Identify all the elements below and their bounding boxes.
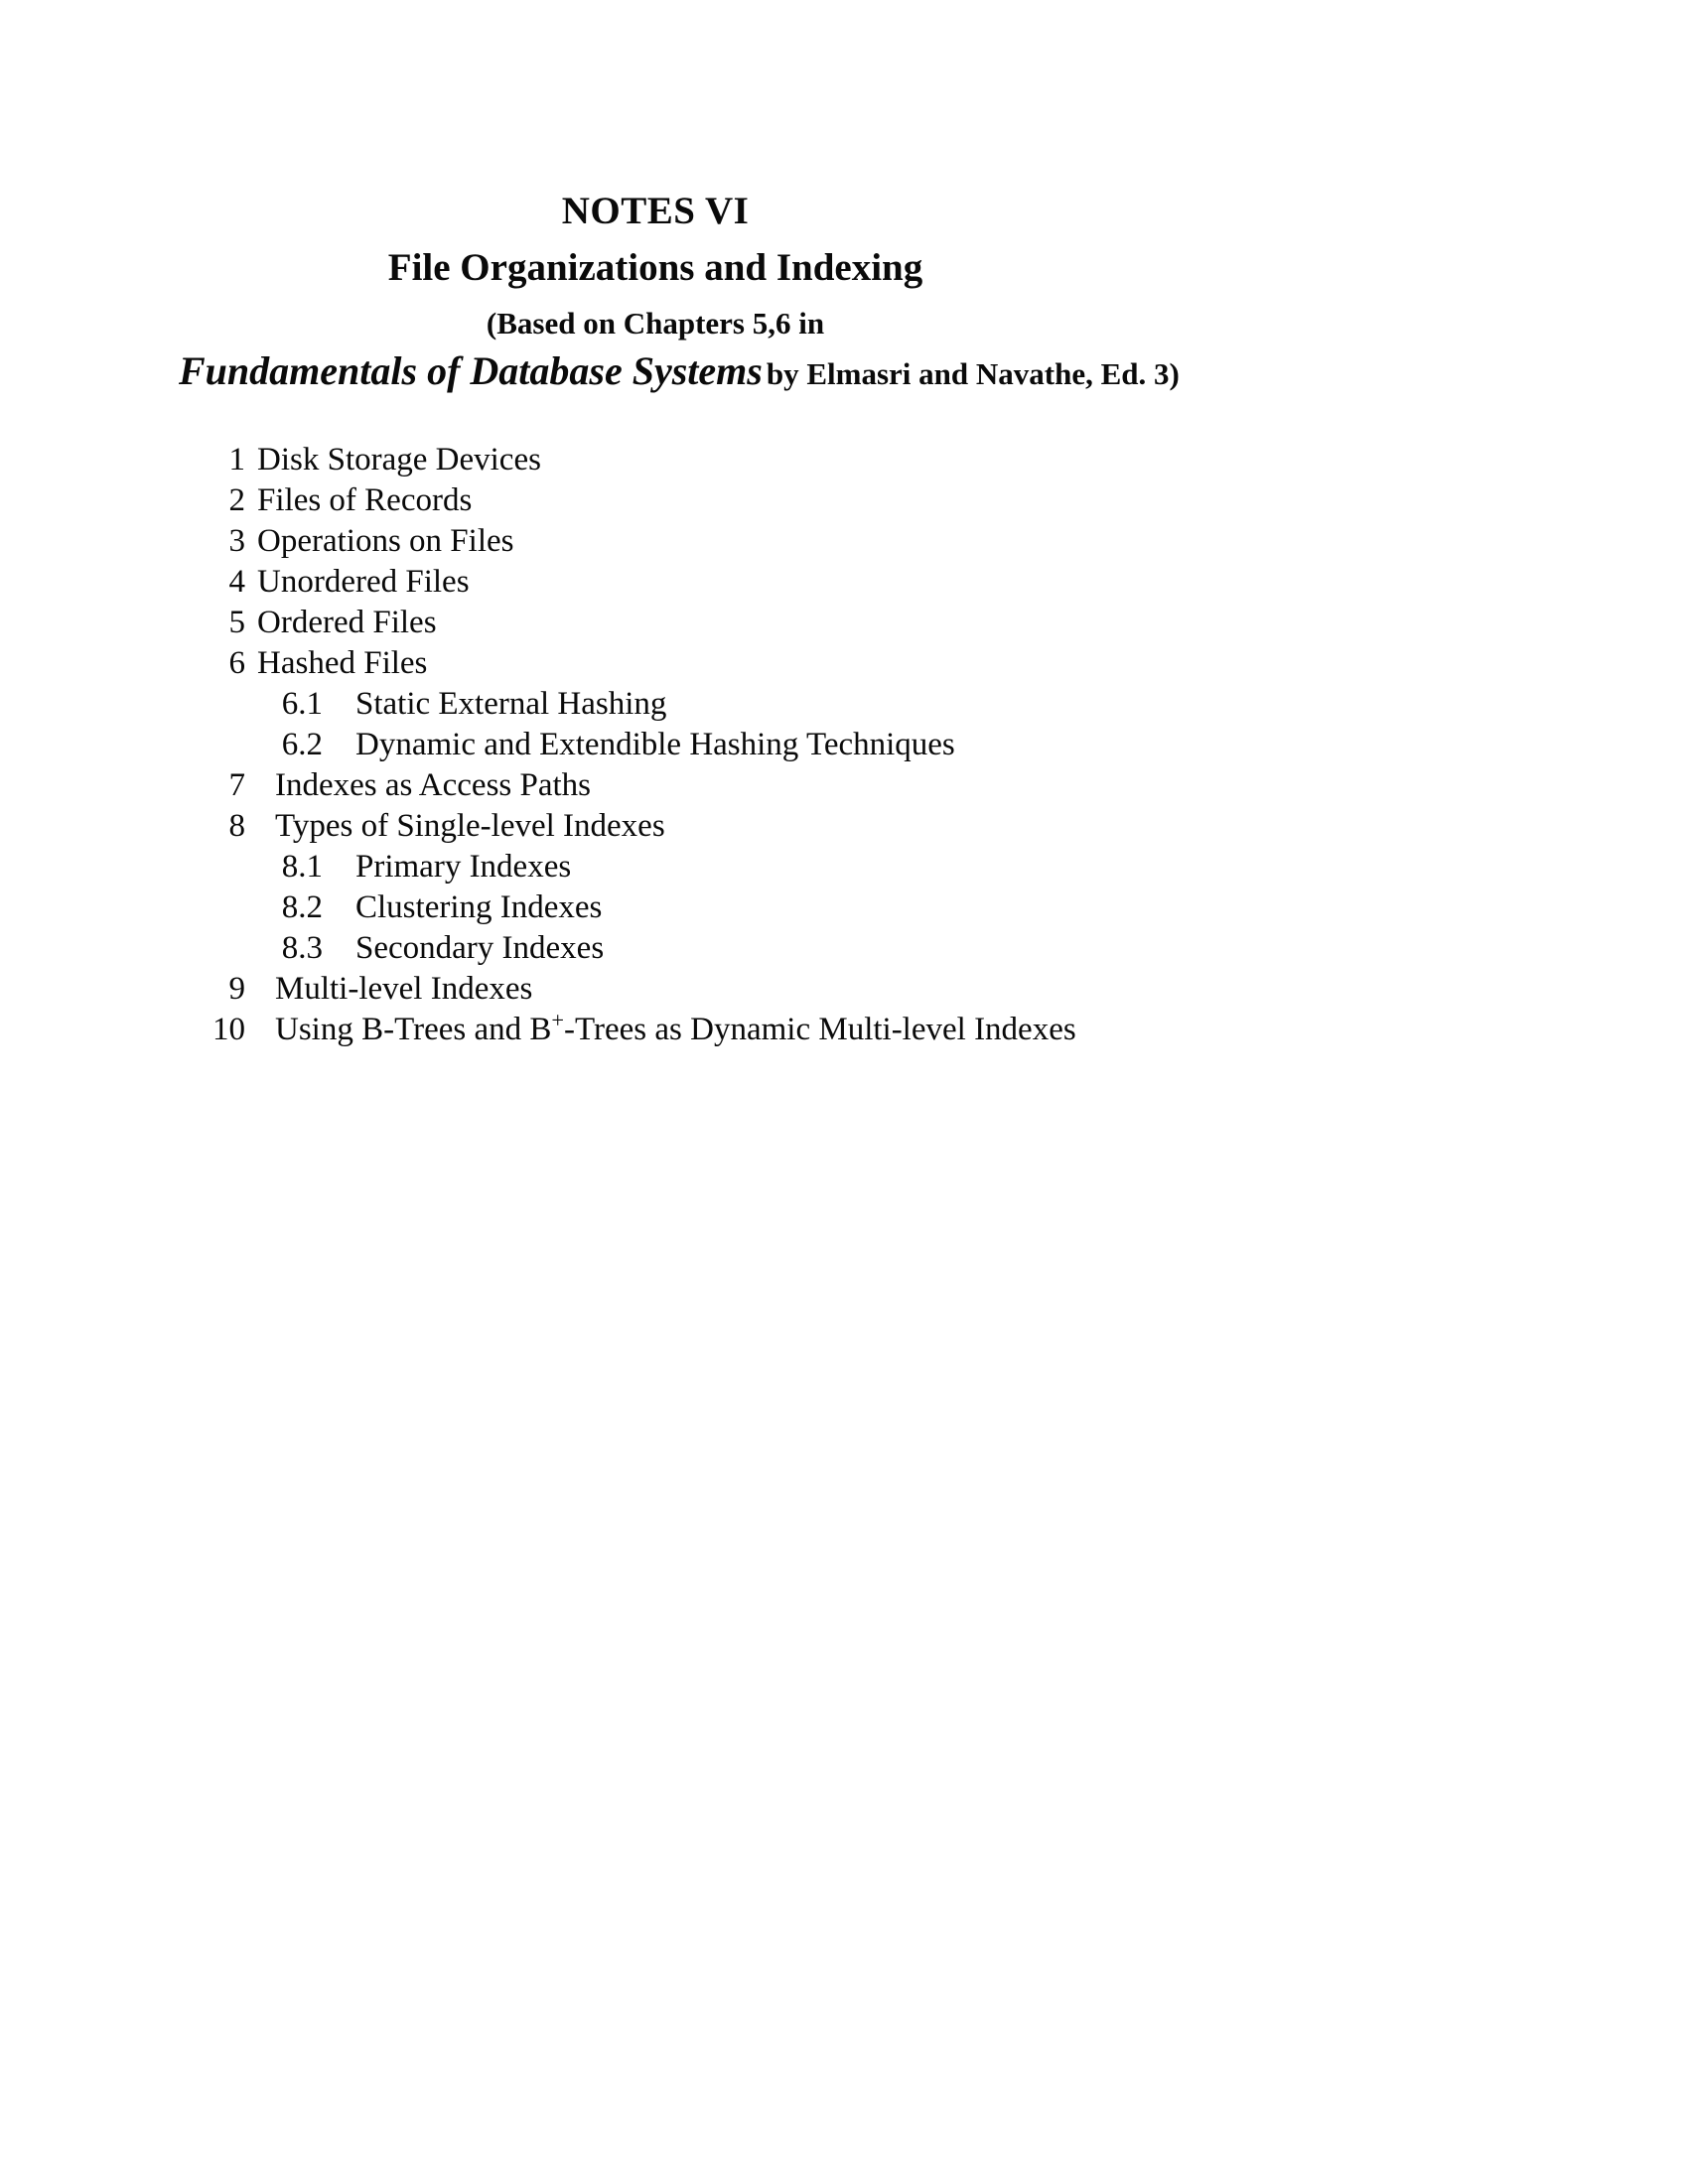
toc-item bbox=[179, 684, 1132, 725]
toc-item bbox=[179, 765, 1132, 806]
toc-item bbox=[179, 1010, 1132, 1050]
toc-item-label: Disk Storage Devices bbox=[257, 442, 541, 478]
book-title: Fundamentals of Database Systems bbox=[179, 348, 763, 393]
toc-item-label: Using B-Trees and B+-Trees as Dynamic Multi-level Indexes bbox=[275, 1008, 1076, 1047]
toc-item bbox=[179, 847, 1132, 887]
toc-item-label: Indexes as Access Paths bbox=[275, 767, 592, 803]
toc-item-number: 6.2 bbox=[281, 727, 323, 762]
toc-item-number: 5 bbox=[228, 605, 245, 640]
toc-item-label: Secondary Indexes bbox=[355, 930, 605, 966]
toc-item-label: Ordered Files bbox=[257, 605, 437, 640]
toc-item-number: 2 bbox=[228, 482, 245, 518]
book-reference-line bbox=[179, 347, 1180, 394]
toc-list bbox=[179, 440, 1132, 1050]
toc-item-label: Static External Hashing bbox=[355, 686, 667, 722]
toc-item-number: 6 bbox=[228, 645, 245, 681]
document-title: NOTES VI bbox=[561, 190, 750, 232]
toc-item-number: 8.1 bbox=[281, 849, 323, 885]
toc-item-label: Types of Single-level Indexes bbox=[275, 808, 665, 844]
toc-item-label: Dynamic and Extendible Hashing Techniques bbox=[355, 727, 955, 762]
toc-item-number: 4 bbox=[228, 564, 245, 600]
toc-item-number: 7 bbox=[228, 767, 245, 803]
toc-item bbox=[179, 440, 1132, 480]
toc-item bbox=[179, 887, 1132, 928]
toc-item bbox=[179, 480, 1132, 521]
page-content bbox=[0, 0, 1180, 1050]
toc-item-label: Hashed Files bbox=[257, 645, 428, 681]
toc-item bbox=[179, 521, 1132, 562]
document-subtitle: File Organizations and Indexing bbox=[387, 246, 923, 289]
toc-item-label: Primary Indexes bbox=[355, 849, 572, 885]
toc-item bbox=[179, 725, 1132, 765]
toc-item-number: 8.3 bbox=[281, 930, 323, 966]
toc-item bbox=[179, 643, 1132, 684]
toc-item-number: 6.1 bbox=[281, 686, 323, 722]
toc-item-number: 10 bbox=[212, 1012, 245, 1047]
toc-item-number: 9 bbox=[228, 971, 245, 1007]
book-credit: by Elmasri and Navathe, Ed. 3) bbox=[766, 356, 1180, 391]
toc-item-label: Files of Records bbox=[257, 482, 473, 518]
toc-item-label: Operations on Files bbox=[257, 523, 514, 559]
toc-item-number: 1 bbox=[228, 442, 245, 478]
toc-item bbox=[179, 562, 1132, 603]
toc-item bbox=[179, 928, 1132, 969]
toc-item bbox=[179, 969, 1132, 1010]
toc-item bbox=[179, 603, 1132, 643]
toc-item-label: Multi-level Indexes bbox=[275, 971, 533, 1007]
superscript-plus: + bbox=[551, 1008, 565, 1032]
toc-item-label: Clustering Indexes bbox=[355, 889, 603, 925]
based-on-line: (Based on Chapters 5,6 in bbox=[486, 306, 825, 341]
toc-item-number: 8 bbox=[228, 808, 245, 844]
toc-item bbox=[179, 806, 1132, 847]
toc-item-label: Unordered Files bbox=[257, 564, 470, 600]
toc-item-number: 3 bbox=[228, 523, 245, 559]
toc-item-number: 8.2 bbox=[281, 889, 323, 925]
